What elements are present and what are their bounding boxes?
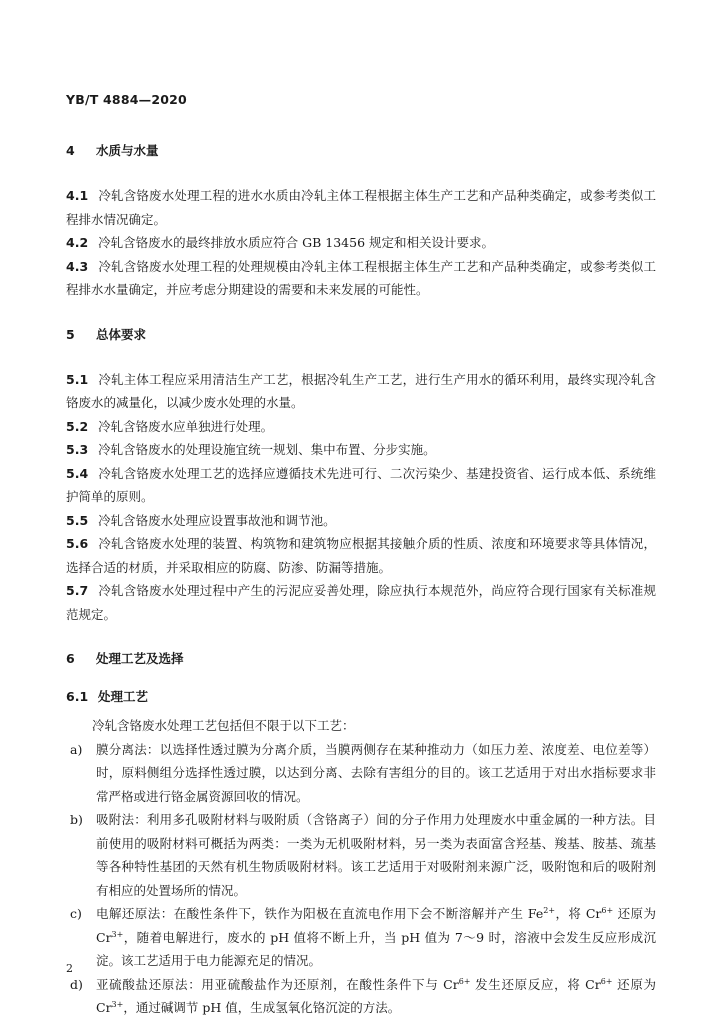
section-title: 处理工艺及选择 — [96, 651, 184, 666]
section-title: 水质与水量 — [96, 143, 159, 158]
clause-4-2: 4.2 冷轧含铬废水的最终排放水质应符合 GB 13456 规定和相关设计要求。 — [66, 235, 495, 250]
list-marker: d) — [70, 976, 83, 992]
clause-5-6: 5.6 冷轧含铬废水处理的装置、构筑物和建筑物应根据其接触介质的性质、浓度和环境要求等具体情况，选择合适的材质，并采取相应的防腐、防渗、防漏等措施。 — [66, 536, 656, 575]
section-number: 6 — [66, 651, 75, 666]
page-number: 2 — [66, 962, 73, 975]
section-heading-4 — [66, 140, 656, 162]
section-heading-5 — [66, 324, 656, 346]
list-item-a: a) 膜分离法：以选择性透过膜为分离介质，当膜两侧存在某种推动力（如压力差、浓度差、电位差等）时，原料侧组分选择性透过膜，以达到分离、去除有害组分的目的。该工艺适用于对出水指标要求非常严格或进行铬金属资源回收的情况。 — [66, 738, 656, 809]
standard-code: YB/T 4884—2020 — [66, 92, 187, 107]
clause-5-2: 5.2 冷轧含铬废水应单独进行处理。 — [66, 418, 274, 434]
section-title: 总体要求 — [96, 326, 147, 342]
subsection-number: 6.1 — [66, 689, 89, 704]
clause-5-1: 5.1 冷轧主体工程应采用清洁生产工艺，根据冷轧生产工艺，进行生产用水的循环利用，最终实现冷轧含铬废水的减量化，以减少废水处理的水量。 — [66, 371, 656, 410]
section-number: 5 — [66, 326, 75, 342]
section-heading-6 — [66, 648, 656, 670]
list-marker: c) — [70, 906, 82, 921]
clause-4-3: 4.3 冷轧含铬废水处理工程的处理规模由冷轧主体工程根据主体生产工艺和产品种类确定，或参考类似工程排水水量确定，并应考虑分期建设的需要和未来发展的可能性。 — [66, 258, 656, 297]
list-marker: b) — [70, 812, 83, 827]
list-item-c: c) 电解还原法：在酸性条件下，铁作为阳极在直流电作用下会不断溶解并产生 $Fe^{2+}$，将 $Cr^{6+}$ 还原为 $Cr^{3+}$，随着电解进行，废水的 pH 值将不断上升，当 pH 值为 7～9 时，溶液中会发生反应形成沉淀。该工艺适用于电力能源充足的情况。 — [66, 902, 656, 973]
subsection-heading-6-1 — [66, 686, 656, 708]
document-body — [66, 140, 656, 1020]
clause-5-7: 5.7 冷轧含铬废水处理过程中产生的污泥应妥善处理，除应执行本规范外，尚应符合现行国家有关标准规范规定。 — [66, 583, 656, 622]
clause-4-1: 4.1 冷轧含铬废水处理工程的进水水质由冷轧主体工程根据主体生产工艺和产品种类确定，或参考类似工程排水情况确定。 — [66, 188, 656, 227]
clause-5-3: 5.3 冷轧含铬废水的处理设施宜统一规划、集中布置、分步实施。 — [66, 442, 436, 457]
clause-5-5: 5.5 冷轧含铬废水处理应设置事故池和调节池。 — [66, 512, 336, 528]
subsection-title: 处理工艺 — [98, 689, 149, 704]
list-marker: a) — [70, 741, 83, 757]
clause-5-4: 5.4 冷轧含铬废水处理工艺的选择应遵循技术先进可行、二次污染少、基建投资省、运行成本低、系统维护简单的原则。 — [66, 465, 656, 504]
list-item-b: b) 吸附法：利用多孔吸附材料与吸附质（含铬离子）间的分子作用力处理废水中重金属的一种方法。目前使用的吸附材料可概括为两类：一类为无机吸附材料，另一类为表面富含羟基、羧基、胺基、巯基等各种特性基团的天然有机生物质吸附材料。该工艺适用于对吸附剂来源广泛，吸附饱和后的吸附剂有相应的处置场所的情况。 — [66, 808, 656, 902]
intro-paragraph: 冷轧含铬废水处理工艺包括但不限于以下工艺： — [92, 718, 355, 733]
section-number: 4 — [66, 143, 75, 158]
list-item-d: d) 亚硫酸盐还原法：用亚硫酸盐作为还原剂，在酸性条件下与 $Cr^{6+}$ 发生还原反应，将 $Cr^{6+}$ 还原为 $Cr^{3+}$，通过碱调节 pH 值，生成氢氧化铬沉淀的方法。 — [66, 973, 656, 1020]
